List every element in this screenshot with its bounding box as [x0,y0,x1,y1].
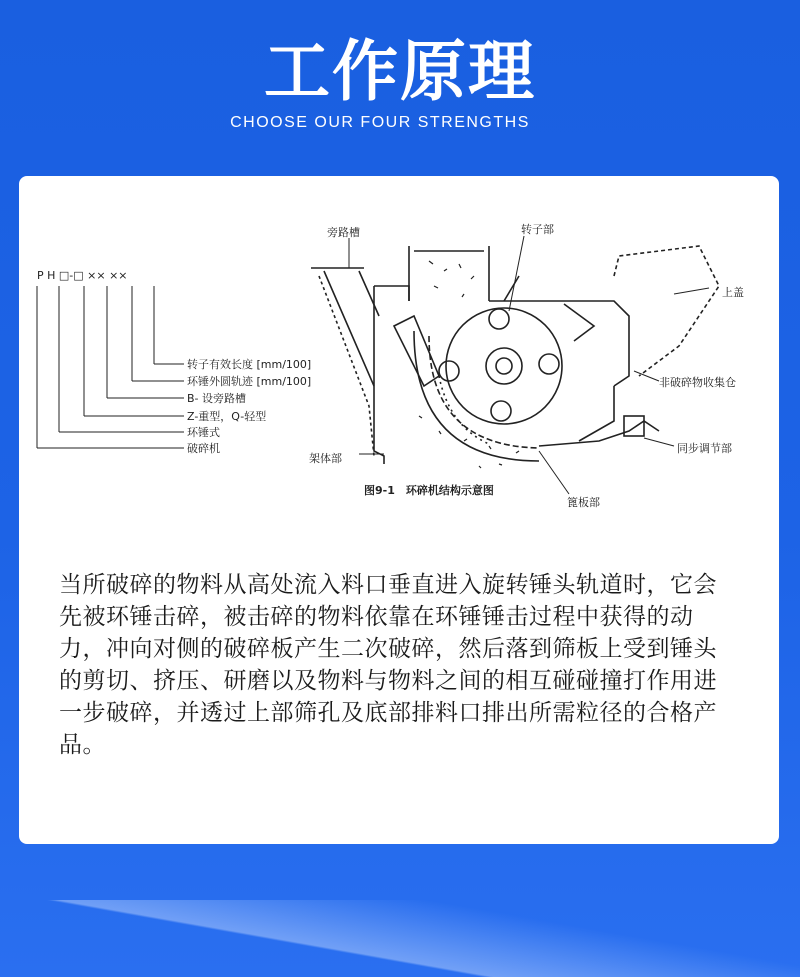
crusher-diagram [19,176,779,546]
legend-item: 转子有效长度 [mm/100] [187,358,312,371]
legend-item: 破碎机 [187,442,220,455]
legend-item: 环锤外圆轨迹 [mm/100] [187,375,312,388]
description-text: 当所破碎的物料从高处流入料口垂直进入旋转锤头轨道时，它会先被环锤击碎，被击碎的物料依靠在环锤锤击过程中获得的动力，冲向对侧的破碎板产生二次破碎，然后落到筛板上受到锤头的剪切、挤压、研磨以及物料与物料之间的相互碰碰撞打作用进一步破碎，并透过上部筛孔及底部排料口排出所需粒径的合格产品。 [59,572,717,758]
content-card [19,176,779,844]
label-rotor: 转子部 [521,223,554,236]
model-code: P H □-□ ×× ×× [37,269,128,282]
page-subtitle: CHOOSE OUR FOUR STRENGTHS [230,114,530,131]
label-non-crushable: 非破碎物收集仓 [659,376,736,389]
legend-item: 环锤式 [187,426,220,439]
decorative-band [0,900,800,977]
label-adjuster: 同步调节部 [677,442,732,455]
page-title: 工作原理 [264,33,536,110]
label-top-cover: 上盖 [722,286,744,299]
label-frame: 架体部 [309,452,342,465]
legend-item: Z-重型，Q-轻型 [187,410,267,423]
diagram-caption: 图9-1 环碎机结构示意图 [364,484,494,497]
legend-lines [37,286,184,448]
label-bypass: 旁路槽 [327,226,360,239]
legend-item: B- 设旁路槽 [187,392,247,405]
label-screen: 篦板部 [567,496,600,509]
